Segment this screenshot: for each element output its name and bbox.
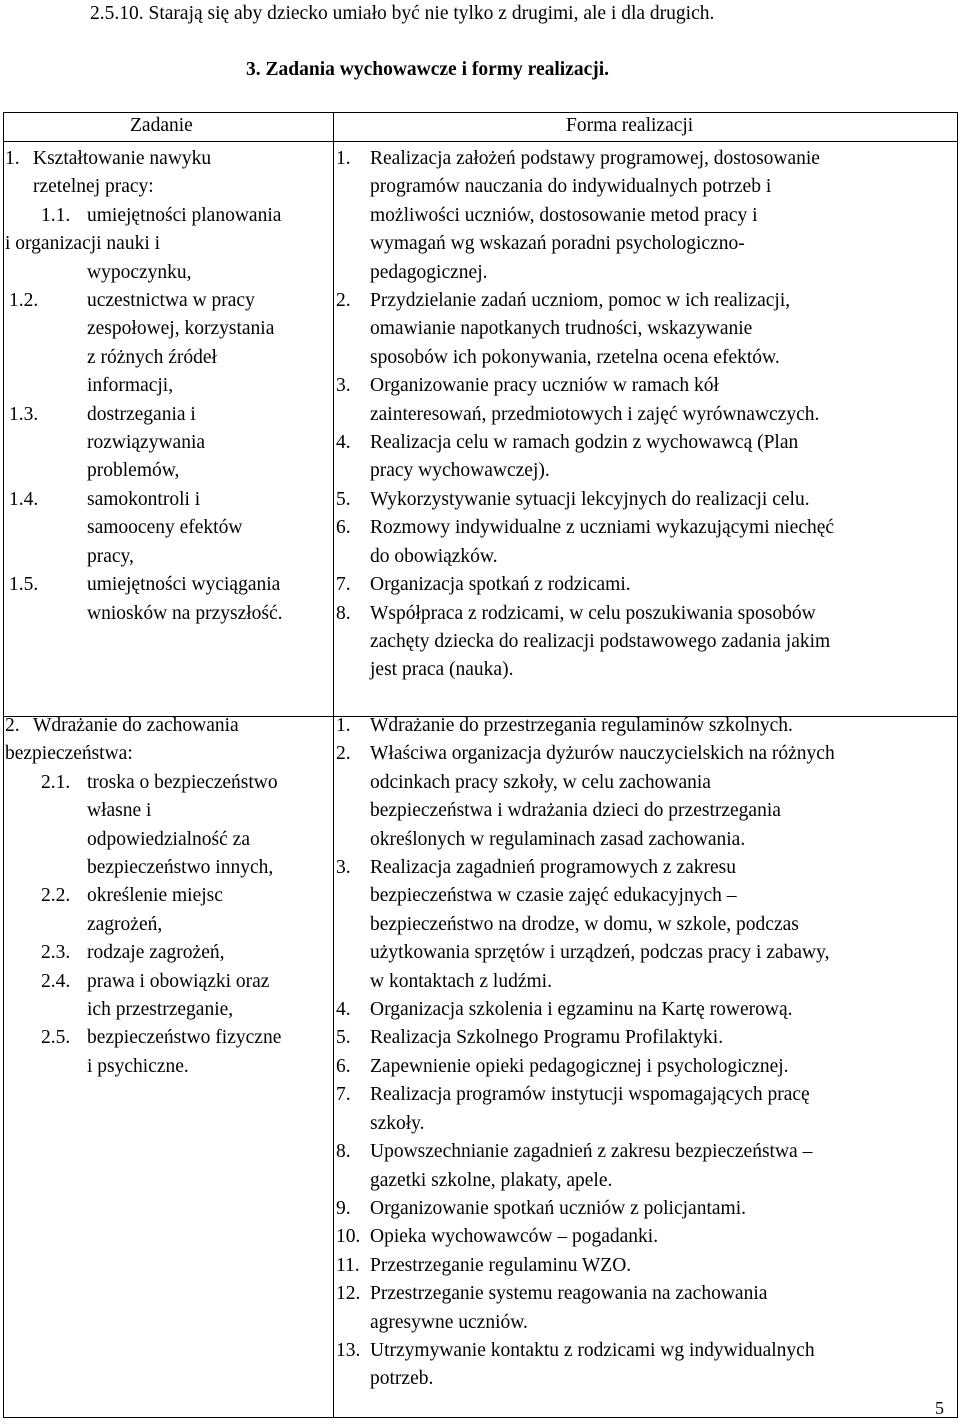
- task-list: [5, 145, 333, 628]
- item-text: Upowszechnianie zagadnień z zakresu bezpieczeństwa – gazetki szkolne, plakaty, apele.: [370, 1141, 813, 1191]
- task-item: [5, 769, 333, 883]
- form-item: [336, 571, 956, 599]
- item-number: 6.: [336, 517, 351, 539]
- forms-list: [336, 712, 956, 1394]
- item-text: bezpieczeństwo fizyczne i psychiczne.: [87, 1027, 282, 1077]
- item-text: Wdrażanie do zachowania bezpieczeństwa:: [5, 715, 239, 765]
- item-number: 2.1.: [41, 771, 71, 793]
- item-number: 5.: [336, 488, 351, 510]
- item-number: 2.: [5, 715, 20, 736]
- form-item: [336, 854, 956, 996]
- task-item: [5, 287, 333, 401]
- item-text: Utrzymywanie kontaktu z rodzicami wg indywidualnych potrzeb.: [370, 1339, 815, 1390]
- task-list: [5, 712, 333, 1081]
- item-text: Realizacja założeń podstawy programowej, dostosowanie programów nauczania do indywidualnych potrzeb i możliwości uczniów, dostosowanie metod pracy i wymagań wg wskazań poradni psychologiczno- pedagogicznej.: [370, 148, 820, 283]
- item-text: Realizacja celu w ramach godzin z wychowawcą (Plan pracy wychowawczej).: [370, 432, 799, 482]
- item-text: samokontroli i samooceny efektów pracy,: [87, 488, 243, 567]
- item-text: Realizacja Szkolnego Programu Profilaktyki.: [370, 1027, 724, 1049]
- item-text: Organizacja szkolenia i egzaminu na Kartę rowerową.: [370, 999, 793, 1021]
- item-text: Opieka wychowawców – pogadanki.: [370, 1226, 659, 1248]
- item-number: 2.: [336, 290, 351, 312]
- item-number: 4.: [336, 432, 351, 454]
- item-number: 1.3.: [9, 403, 39, 425]
- forms-list: [336, 145, 956, 685]
- item-text: Współpraca z rodzicami, w celu poszukiwania sposobów zachęty dziecka do realizacji podstawowego zadania jakim jest praca (nauka).: [370, 602, 831, 681]
- item-text: umiejętności wyciągania wniosków na przyszłość.: [87, 574, 283, 624]
- item-number: 2.2.: [41, 885, 71, 907]
- item-text: uczestnictwa w pracy zespołowej, korzystania z różnych źródeł informacji,: [87, 290, 275, 397]
- form-item: [336, 1081, 956, 1138]
- item-text: rodzaje zagrożeń,: [87, 942, 225, 964]
- item-number: 8.: [336, 602, 351, 624]
- item-number: 12.: [336, 1283, 361, 1305]
- item-number: 9.: [336, 1197, 351, 1219]
- item-text: troska o bezpieczeństwo własne i odpowiedzialność za bezpieczeństwo innych,: [87, 771, 278, 879]
- item-number: 1.: [336, 715, 351, 736]
- form-item: [336, 1337, 956, 1394]
- form-item: [336, 514, 956, 571]
- item-text: dostrzegania i rozwiązywania problemów,: [87, 403, 206, 482]
- form-item: [336, 429, 956, 486]
- form-item: [336, 1024, 956, 1052]
- item-number: 1.1.: [41, 204, 71, 226]
- form-item: [336, 145, 956, 287]
- task-item: [5, 571, 333, 628]
- item-text: Właściwa organizacja dyżurów nauczycielskich na różnych odcinkach pracy szkoły, w celu zachowania bezpieczeństwa i wdrażania dzieci do przestrzegania określonych w regulaminach zasad zachowania.: [370, 743, 835, 850]
- item-number: 10.: [336, 1226, 361, 1248]
- form-item: [336, 996, 956, 1024]
- task-item: [5, 202, 333, 287]
- task-item: [5, 145, 333, 202]
- item-number: 5.: [336, 1027, 351, 1049]
- item-number: 4.: [336, 999, 351, 1021]
- item-number: 1.4.: [9, 488, 39, 510]
- item-number: 3.: [336, 375, 351, 397]
- item-number: 2.4.: [41, 970, 71, 992]
- item-number: 2.5.: [41, 1027, 71, 1049]
- item-number: 6.: [336, 1055, 351, 1077]
- item-number: 7.: [336, 574, 351, 596]
- form-item: [336, 1223, 956, 1251]
- item-number: 1.: [336, 148, 351, 169]
- task-item: [5, 712, 333, 769]
- column-header-form: Forma realizacji: [566, 115, 694, 136]
- item-text: Kształtowanie nawyku rzetelnej pracy:: [33, 148, 212, 198]
- item-number: 8.: [336, 1141, 351, 1163]
- item-text: Rozmowy indywidualne z uczniami wykazującymi niechęć do obowiązków.: [370, 517, 835, 567]
- form-item: [336, 712, 956, 740]
- form-item: [336, 1053, 956, 1081]
- item-text: Przestrzeganie regulaminu WZO.: [370, 1254, 632, 1276]
- task-item: [5, 1024, 333, 1081]
- form-item: [336, 287, 956, 372]
- form-item: [336, 740, 956, 854]
- item-number: 3.: [336, 857, 351, 879]
- page-number: 5: [935, 1398, 944, 1418]
- item-text: Przydzielanie zadań uczniom, pomoc w ich realizacji, omawianie napotkanych trudności, wskazywanie sposobów ich pokonywania, rzetelna ocena efektów.: [370, 290, 791, 368]
- item-text: określenie miejsc zagrożeń,: [87, 885, 223, 935]
- item-number: 13.: [336, 1339, 361, 1361]
- form-item: [336, 1138, 956, 1195]
- item-text: Organizacja spotkań z rodzicami.: [370, 574, 631, 596]
- item-number: 1.: [5, 148, 20, 169]
- item-text: Realizacja zagadnień programowych z zakresu bezpieczeństwa w czasie zajęć edukacyjnych – bezpieczeństwo na drodze, w domu, w szkole, podczas użytkowania sprzętów i urządzeń, podczas pracy i zabawy, w kontaktach z ludźmi.: [370, 857, 830, 992]
- item-number: 1.2.: [9, 290, 39, 312]
- form-item: [336, 1252, 956, 1280]
- intro-line: 2.5.10. Starają się aby dziecko umiało być nie tylko z drugimi, ale i dla drugich.: [90, 3, 715, 24]
- form-item: [336, 1280, 956, 1337]
- form-item: [336, 1195, 956, 1223]
- item-text: Wykorzystywanie sytuacji lekcyjnych do realizacji celu.: [370, 488, 810, 510]
- item-text: Organizowanie pracy uczniów w ramach kół zainteresowań, przedmiotowych i zajęć wyrównawczych.: [370, 375, 820, 425]
- form-item: [336, 600, 956, 685]
- task-item: [5, 968, 333, 1025]
- item-text: Organizowanie spotkań uczniów z policjantami.: [370, 1197, 746, 1219]
- item-number: 7.: [336, 1084, 351, 1106]
- item-text: prawa i obowiązki oraz ich przestrzeganie,: [87, 970, 270, 1021]
- column-header-task: Zadanie: [130, 115, 193, 136]
- item-text: Wdrażanie do przestrzegania regulaminów szkolnych.: [370, 715, 793, 736]
- task-item: [5, 401, 333, 486]
- form-item: [336, 372, 956, 429]
- section-heading: 3. Zadania wychowawcze i formy realizacji.: [246, 59, 610, 80]
- item-text: Zapewnienie opieki pedagogicznej i psychologicznej.: [370, 1055, 789, 1077]
- task-item: [5, 882, 333, 939]
- item-text: Realizacja programów instytucji wspomagających pracę szkoły.: [370, 1084, 810, 1134]
- item-number: 1.5.: [9, 574, 39, 596]
- item-text: umiejętności planowania i organizacji nauki i wypoczynku,: [5, 204, 282, 283]
- item-number: 2.: [336, 743, 351, 765]
- form-item: [336, 486, 956, 514]
- item-number: 2.3.: [41, 942, 71, 964]
- item-text: Przestrzeganie systemu reagowania na zachowania agresywne uczniów.: [370, 1283, 768, 1333]
- task-item: [5, 939, 333, 967]
- item-number: 11.: [336, 1254, 360, 1276]
- task-item: [5, 486, 333, 571]
